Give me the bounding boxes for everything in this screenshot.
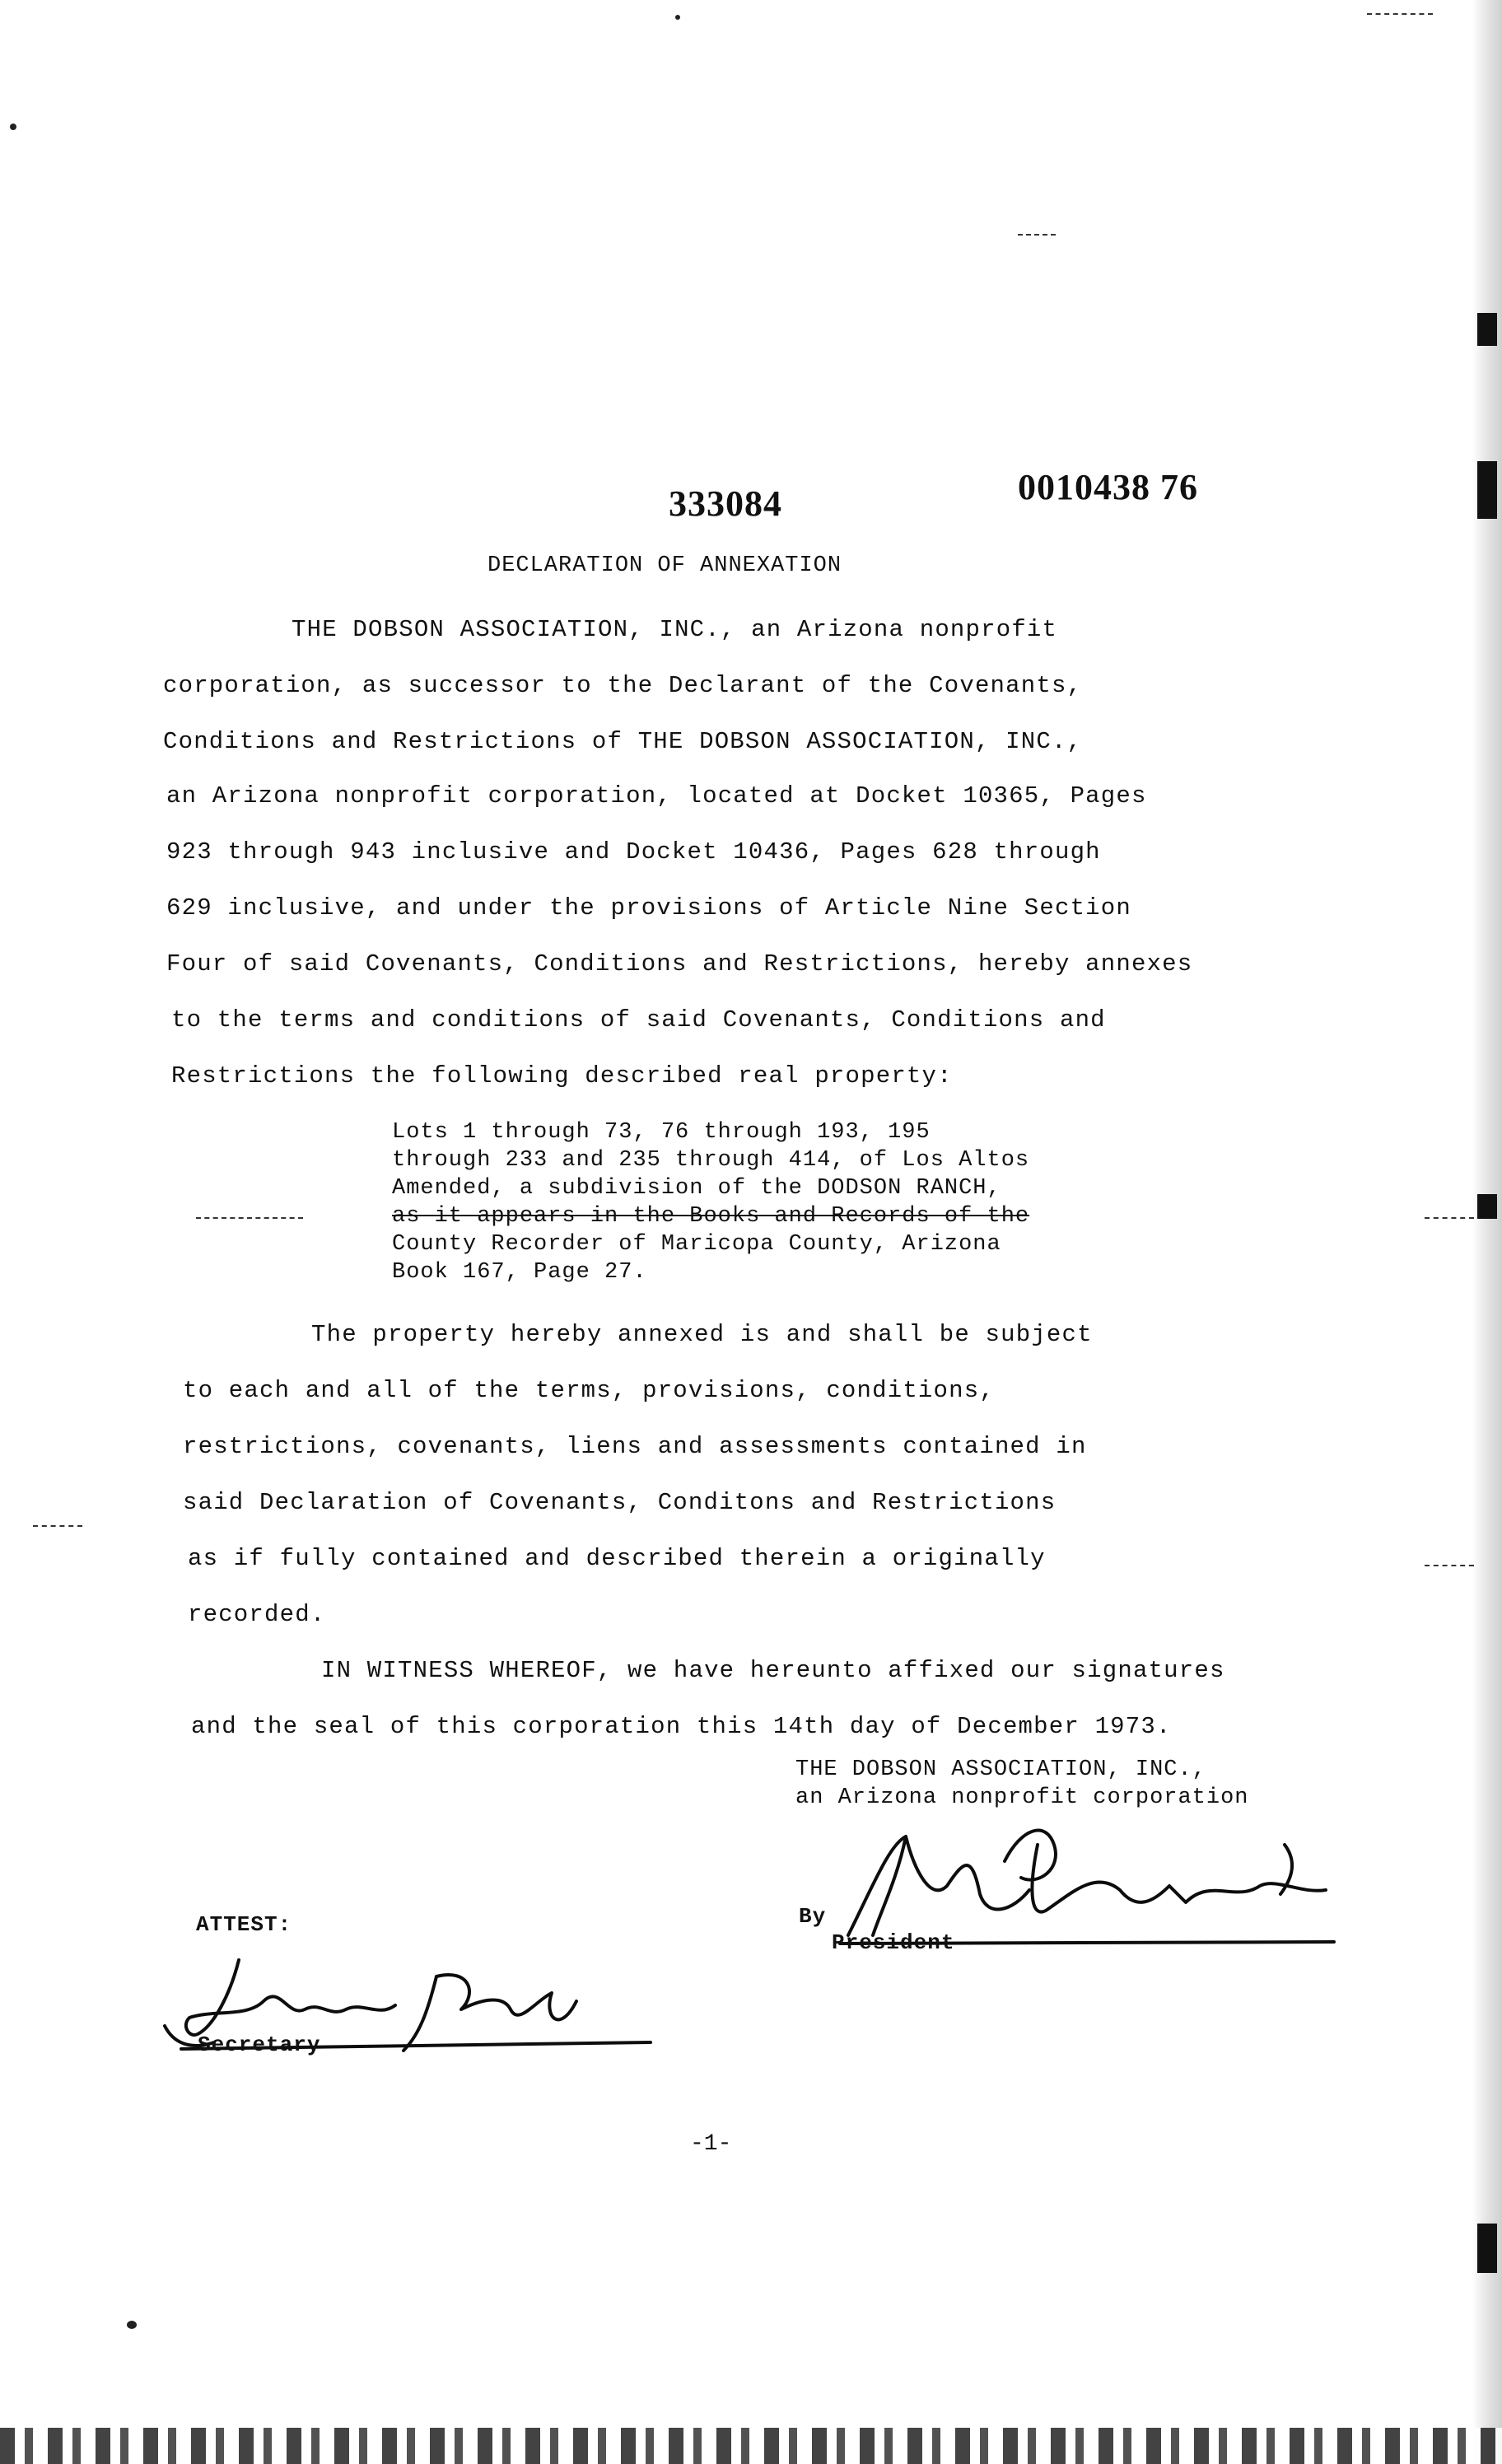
text-line: and the seal of this corporation this 14th day of December 1973.: [191, 1713, 1172, 1740]
by-label: By: [799, 1904, 827, 1929]
text-line: corporation, as successor to the Declarant of the Covenants,: [163, 672, 1083, 699]
document-title: DECLARATION OF ANNEXATION: [487, 553, 842, 578]
page-number: -1-: [690, 2131, 732, 2157]
scan-bottom-noise: [0, 2428, 1502, 2464]
text-line: as if fully contained and described therein a originally: [188, 1545, 1046, 1572]
text-line: to the terms and conditions of said Covenants, Conditions and: [171, 1006, 1106, 1034]
text-line: IN WITNESS WHEREOF, we have hereunto affixed our signatures: [321, 1657, 1225, 1684]
scan-dash: [1425, 1217, 1474, 1219]
scan-mark: [1477, 1194, 1497, 1219]
president-label: President: [832, 1930, 955, 1955]
legal-line: as it appears in the Books and Records of the: [392, 1204, 1030, 1229]
scan-dash: [33, 1525, 82, 1527]
text-line: restrictions, covenants, liens and assessments contained in: [183, 1433, 1087, 1460]
text-line: Restrictions the following described real property:: [171, 1062, 953, 1090]
text-line: an Arizona nonprofit corporation, located at Docket 10365, Pages: [166, 782, 1147, 810]
text-line: to each and all of the terms, provisions, conditions,: [183, 1377, 995, 1404]
scan-mark: [1477, 2224, 1497, 2273]
legal-description: [392, 1118, 1029, 1286]
signatory-line: THE DOBSON ASSOCIATION, INC.,: [795, 1757, 1206, 1782]
speck: [127, 2321, 137, 2329]
recording-number: 333084: [669, 483, 782, 524]
legal-line: Amended, a subdivision of the DODSON RANCH,: [392, 1176, 1001, 1201]
text-line: THE DOBSON ASSOCIATION, INC., an Arizona nonprofit: [292, 616, 1058, 643]
text-line: recorded.: [188, 1601, 326, 1628]
secretary-label: Secretary: [198, 2032, 321, 2057]
legal-line: Book 167, Page 27.: [392, 1260, 647, 1285]
text-line: Conditions and Restrictions of THE DOBSON ASSOCIATION, INC.,: [163, 728, 1083, 755]
scan-dash: [1425, 1565, 1474, 1566]
signatory-block: [795, 1756, 1248, 1812]
scan-dash: [1367, 13, 1433, 15]
speck: [10, 124, 16, 130]
signatory-line: an Arizona nonprofit corporation: [795, 1785, 1249, 1810]
text-line: 923 through 943 inclusive and Docket 10436, Pages 628 through: [166, 838, 1101, 866]
text-line: The property hereby annexed is and shall be subject: [311, 1321, 1093, 1348]
scan-mark: [1477, 313, 1497, 346]
scan-mark: [1477, 461, 1497, 519]
legal-line: Lots 1 through 73, 76 through 193, 195: [392, 1120, 931, 1145]
scan-dash: [196, 1217, 303, 1219]
text-line: said Declaration of Covenants, Conditons and Restrictions: [183, 1489, 1057, 1516]
legal-line: County Recorder of Maricopa County, Arizona: [392, 1232, 1001, 1257]
legal-line: through 233 and 235 through 414, of Los Altos: [392, 1148, 1030, 1173]
docket-page-stamp: 0010438 76: [1018, 467, 1198, 507]
speck: [675, 15, 680, 20]
attest-label: ATTEST:: [196, 1912, 292, 1937]
scan-dash: [1018, 234, 1056, 236]
scan-edge: [1472, 0, 1502, 2464]
text-line: 629 inclusive, and under the provisions of Article Nine Section: [166, 894, 1131, 922]
text-line: Four of said Covenants, Conditions and Restrictions, hereby annexes: [166, 950, 1193, 978]
